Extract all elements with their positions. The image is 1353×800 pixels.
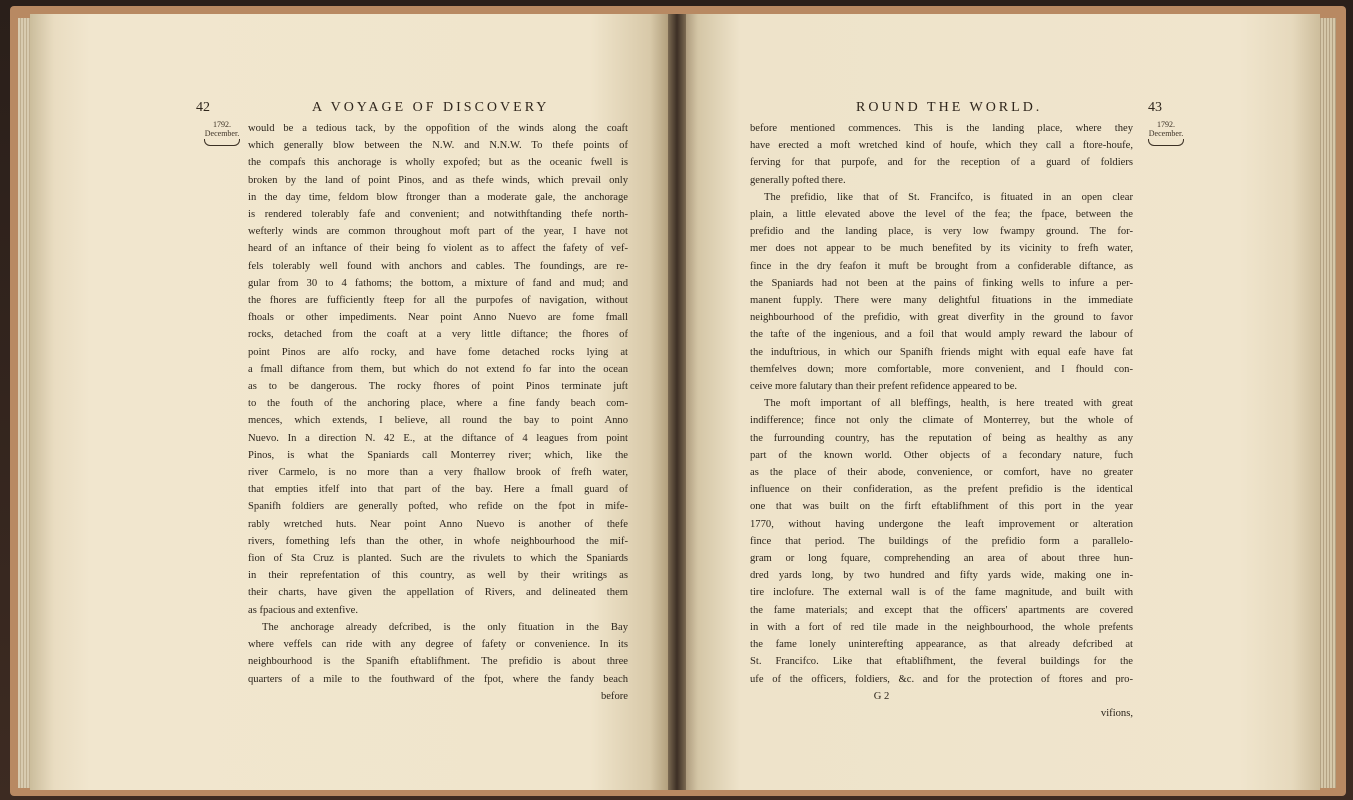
right-margin-year: 1792.	[1157, 120, 1175, 129]
text-line: fels tolerably well found with anchors and cables. The foundings, are re-	[248, 260, 628, 272]
text-line: rably wretched huts. Near point Anno Nuevo is another of thefe	[248, 518, 628, 530]
text-line: indifference; fince not only the climate of Monterrey, but the whole of	[750, 415, 1133, 427]
text-line: heard of an inftance of their being fo violent as to affect the fafety of vef-	[248, 243, 628, 255]
right-running-head: ROUND THE WORLD.	[856, 100, 1043, 115]
book-gutter	[668, 14, 686, 790]
text-line: the induftrious, in which our Spanifh friends might with equal eafe have fat	[750, 346, 1133, 358]
page-edges-right	[1318, 18, 1336, 788]
text-line: a fmall diftance from them, but which do not extend fo far into the ocean	[248, 363, 628, 375]
text-line: prefidio and the landing place, is very low fwampy ground. The for-	[750, 226, 1133, 238]
text-line: themfelves down; more comfortable, more convenient, and I fhould con-	[750, 363, 1133, 375]
text-line: Spanifh foldiers are generally pofted, who refide on the fpot in mife-	[248, 501, 628, 513]
right-margin-brace	[1148, 139, 1184, 146]
text-line: wefterly winds are common throughout moft part of the year, I have not	[248, 226, 628, 238]
text-line: as the place of their abode, convenience, or comfort, have no greater	[750, 467, 1133, 479]
text-line: manent fupply. There were many delightful fituations in the immediate	[750, 295, 1133, 307]
left-margin-note	[202, 120, 242, 146]
text-line: fion of Sta Cruz is planted. Such are the rivulets to which the Spaniards	[248, 553, 628, 565]
left-margin-month: December.	[204, 129, 240, 138]
text-line: rocks, detached from the coaft at a very little diftance; the fhores of	[248, 329, 628, 341]
text-line: is rendered tolerably fafe and convenient; and notwithftanding thefe north-	[248, 209, 628, 221]
left-margin-brace	[204, 139, 240, 146]
text-line: The prefidio, like that of St. Francifco, is fituated in an open clear	[764, 191, 1133, 203]
text-line: part of the known world. Other objects of a fecondary nature, fuch	[750, 449, 1133, 461]
text-line: ceive more falutary than their prefent refidence appeared to be.	[750, 381, 1018, 393]
text-line: river Carmelo, is no more than a very fhallow brook of frefh water,	[248, 467, 628, 479]
text-line: mences, which extends, I believe, all round the bay to point Anno	[248, 415, 628, 427]
text-line: gram or long fquare, comprehending an area of about three hun-	[750, 553, 1133, 565]
text-line: plain, a little elevated above the level of the fea; the fpace, between the	[750, 209, 1133, 221]
text-line: which generally blow between the N.W. and N.N.W. To thefe points of	[248, 140, 628, 152]
text-line: influence on their confideration, as the prefent prefidio is the identical	[750, 484, 1133, 496]
text-line: have erected a moft wretched kind of houfe, which they call a ftore-houfe,	[750, 140, 1133, 152]
text-line: fince that period. The buildings of the prefidio form a parallelo-	[750, 535, 1133, 547]
right-margin-note	[1146, 120, 1186, 146]
text-line: mer does not appear to be much benefited by its vicinity to frefh water,	[750, 243, 1133, 255]
text-line: G 2	[873, 690, 890, 702]
text-line: gular from 30 to 4 fathoms; the bottom, a mixture of fand and mud; and	[248, 277, 628, 289]
text-line: in their reprefentation of this country, as well by their writings as	[248, 570, 628, 582]
text-line: the Spaniards had not been at the pains of finking wells to infure a per-	[750, 277, 1133, 289]
text-line: Pinos, is what the Spaniards call Monterrey river; which, like the	[248, 449, 628, 461]
text-line: the compafs this anchorage is wholly expofed; but as the oceanic fwell is	[248, 157, 628, 169]
text-line: neighbourhood is the Spanifh eftablifhment. The prefidio is about three	[248, 656, 628, 668]
text-line: ufe of the officers, foldiers, &c. and for the protection of ftores and pro-	[750, 673, 1133, 685]
text-line: before	[600, 690, 628, 702]
text-line: would be a tedious tack, by the oppofition of the winds along the coaft	[248, 123, 628, 134]
text-line: neighbourhood of the prefidio, with great diverfity in the ground to favor	[750, 312, 1133, 324]
text-line: fhoals or other impediments. Near point Anno Nuevo are fome fmall	[248, 312, 628, 324]
left-page-number: 42	[196, 100, 210, 115]
right-margin-month: December.	[1148, 129, 1184, 138]
text-line: Nuevo. In a direction N. 42 E., at the diftance of 4 leagues from point	[248, 432, 628, 444]
text-line: the fhores are fufficiently fteep for all the purpofes of navigation, without	[248, 295, 628, 307]
text-line: St. Francifco. Like that eftablifhment, the feveral buildings for the	[750, 656, 1133, 668]
right-page-number: 43	[1148, 100, 1162, 115]
text-line: broken by the land of point Pinos, and as thefe winds, which prevail only	[248, 174, 628, 186]
text-line: that empties itfelf into that part of the bay. Here a fmall guard of	[248, 484, 628, 496]
left-running-head: A VOYAGE OF DISCOVERY	[312, 100, 550, 115]
text-line: fince in the dry feafon it muft be brought from a confiderable diftance, as	[750, 260, 1133, 272]
text-line: where veffels can ride with any degree of fafety or convenience. In its	[248, 639, 628, 651]
text-line: quarters of a mile to the fouthward of the fpot, where the fandy beach	[248, 673, 628, 685]
text-line: as fpacious and extenfive.	[248, 604, 359, 616]
text-line: tire inclofure. The external wall is of the fame magnitude, and built with	[750, 587, 1133, 599]
text-line: ferving for that purpofe, and for the reception of a guard of foldiers	[750, 157, 1133, 169]
text-line: in the day time, feldom blow ftronger than a moderate gale, the anchorage	[248, 191, 628, 203]
text-line: as to be dangerous. The rocky fhores of point Pinos terminate juft	[248, 381, 628, 393]
text-line: generally pofted there.	[750, 174, 846, 186]
text-line: to the fouth of the anchoring place, where a fine fandy beach com-	[248, 398, 628, 410]
left-body-text	[248, 120, 628, 705]
text-line: The moft important of all bleffings, health, is here treated with great	[764, 398, 1133, 410]
text-line: the furrounding country, has the reputation of being as healthy as any	[750, 432, 1133, 444]
text-line: before mentioned commences. This is the landing place, where they	[750, 123, 1133, 134]
text-line: point Pinos are alfo rocky, and have fome detached rocks lying at	[248, 346, 628, 358]
text-line: in with a fort of red tile made in the neighbourhood, the whole prefents	[750, 621, 1133, 633]
text-line: one that was built on the firft eftablifhment of this port in the year	[750, 501, 1133, 513]
text-line: The anchorage already defcribed, is the only fituation in the Bay	[262, 621, 628, 633]
text-line: the fame lonely uninterefting appearance, as that already defcribed at	[750, 639, 1133, 651]
text-line: the tafte of the ingenious, and a foil that would amply reward the labour of	[750, 329, 1133, 341]
text-line: 1770, without having undergone the leaft improvement or alteration	[750, 518, 1133, 530]
left-margin-year: 1792.	[213, 120, 231, 129]
text-line: their charts, have given the appellation of Rivers, and delineated them	[248, 587, 628, 599]
right-body-text	[750, 120, 1133, 722]
text-line: vifions,	[1100, 707, 1133, 719]
text-line: the fame materials; and except that the officers' apartments are covered	[750, 604, 1133, 616]
text-line: rivers, fomething lefs than the other, in whofe neighbourhood the mif-	[248, 535, 628, 547]
text-line: dred yards long, by two hundred and fifty yards wide, making one in-	[750, 570, 1133, 582]
